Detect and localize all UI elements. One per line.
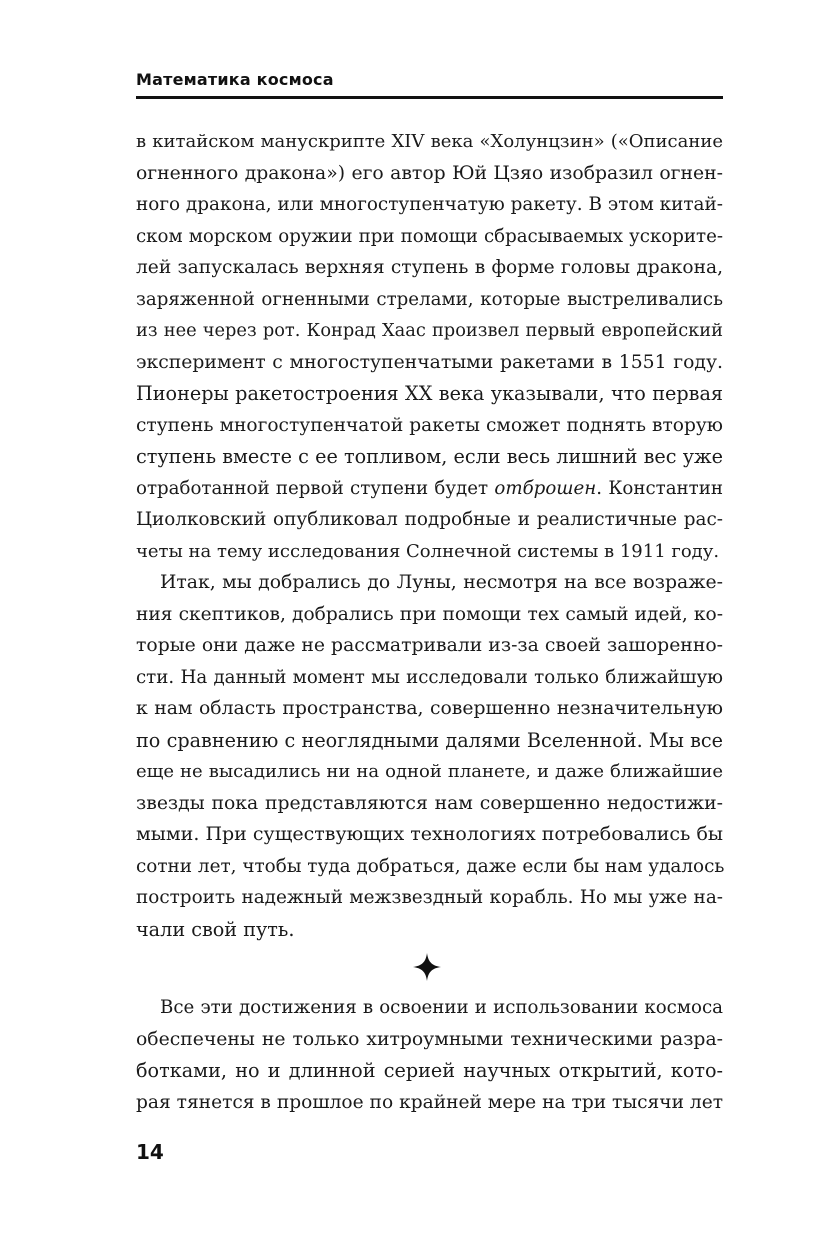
text-line: ния скептиков, добрались при помощи тех самый идей, ко- (136, 603, 723, 625)
text-line: четы на тему исследования Солнечной системы в 1911 году. (136, 540, 720, 562)
text-line: эксперимент с многоступенчатыми ракетами в 1551 году. (136, 351, 723, 373)
text-line: сти. На данный момент мы исследовали только ближайшую (136, 666, 723, 688)
text-line: в китайском манускрипте XIV века «Холунцзин» («Описание (136, 131, 723, 152)
text-line: к нам область пространства, совершенно незначительную (136, 698, 723, 719)
section-break-star-icon (412, 952, 442, 982)
body-text-top (136, 126, 723, 945)
emphasized-word: отброшен (494, 477, 597, 499)
text-line: еще не высадились ни на одной планете, и даже ближайшие (136, 761, 723, 782)
text-fragment: . Константин (596, 477, 723, 499)
header-rule (136, 96, 723, 99)
text-line: чали свой путь. (136, 917, 295, 941)
paragraph-first-line: Все эти достижения в освоении и использовании космоса (160, 997, 723, 1018)
text-line: звезды пока представляются нам совершенно недостижи- (136, 792, 723, 814)
text-line: сотни лет, чтобы туда добраться, даже если бы нам удалось (136, 855, 725, 877)
text-line: ступень многоступенчатой ракеты сможет поднять вторую (136, 414, 723, 436)
text-line: заряженной огненными стрелами, которые выстреливались (136, 288, 723, 310)
text-line: Циолковский опубликовал подробные и реалистичные рас- (136, 509, 723, 530)
text-fragment: отработанной первой ступени будет (136, 477, 495, 499)
text-line: мыми. При существующих технологиях потребовались бы (136, 823, 723, 845)
text-line: ботками, но и длинной серией научных открытий, кото- (136, 1059, 723, 1082)
text-line: Пионеры ракетостроения XX века указывали, что первая (136, 382, 723, 405)
paragraph-first-line: Итак, мы добрались до Луны, несмотря на все возраже- (160, 572, 723, 593)
body-text-bottom (136, 992, 723, 1118)
text-line: лей запускалась верхняя ступень в форме головы дракона, (136, 257, 723, 278)
text-line: обеспечены не только хитроумными техническими разра- (136, 1028, 723, 1050)
text-line: рая тянется в прошлое по крайней мере на три тысячи лет (136, 1091, 723, 1113)
running-head: Математика космоса (136, 70, 334, 89)
text-line: огненного дракона») его автор Юй Цзяо изобразил огнен- (136, 162, 723, 184)
text-line: ного дракона, или многоступенчатую ракету. В этом китай- (136, 194, 723, 215)
text-line: построить надежный межзвездный корабль. Но мы уже на- (136, 887, 723, 908)
text-line: торые они даже не рассматривали из-за своей зашоренно- (136, 635, 723, 656)
text-line: ступень вместе с ее топливом, если весь лишний вес уже (136, 445, 723, 468)
page-number: 14 (136, 1140, 164, 1164)
text-line: из нее через рот. Конрад Хаас произвел первый европейский (136, 320, 723, 341)
text-line: ском морском оружии при помощи сбрасываемых ускорите- (136, 225, 723, 247)
text-line: по сравнению с неоглядными далями Вселенной. Мы все (136, 728, 723, 752)
text-line-with-emphasis (136, 473, 723, 505)
